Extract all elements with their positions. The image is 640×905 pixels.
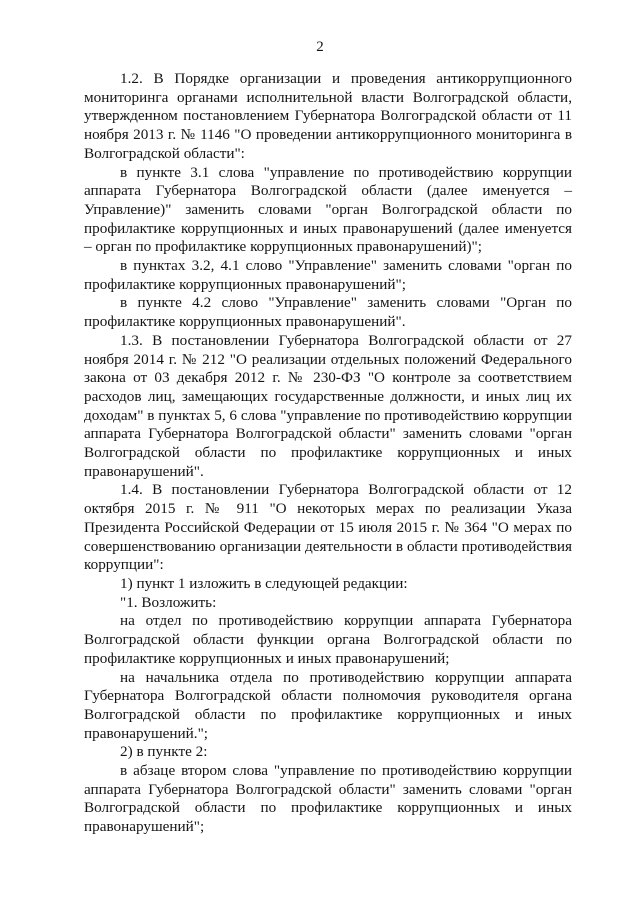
paragraph-item-4-2: в пункте 4.2 слово "Управление" заменить словами "Орган по профилактике коррупционных правонарушений". <box>84 294 572 331</box>
paragraph-subitem-1: 1) пункт 1 изложить в следующей редакции: <box>120 574 408 592</box>
paragraph-1-2: 1.2. В Порядке организации и проведения антикоррупционного мониторинга органами исполнительной власти Волгоградской области, утвержденном постановлением Губернатора Волгоградской области от 11 ноября 2013 г. № 1146 "О проведении антикоррупционного мониторинга в Волгоградской области": <box>84 70 572 162</box>
paragraph-items-3-2-4-1: в пунктах 3.2, 4.1 слово "Управление" заменить словами "орган по профилактике коррупционных правонарушений"; <box>84 257 572 293</box>
paragraph-assign-head: на начальника отдела по противодействию коррупции аппарата Губернатора Волгоградской области полномочия руководителя органа Волгоградской области по профилактике коррупционных и иных правонарушений."; <box>84 668 572 742</box>
paragraph-item-3-1: в пункте 3.1 слова "управление по противодействию коррупции аппарата Губернатора Волгоградской области (далее именуется – Управление)" заменить словами "орган Волгоградской области по профилактике коррупционных и иных правонарушений (далее именуется – орган по профилактике коррупционных правонарушений)"; <box>84 163 572 256</box>
page-number: 2 <box>316 39 324 55</box>
paragraph-1-3: 1.3. В постановлении Губернатора Волгоградской области от 27 ноября 2014 г. № 212 "О реализации отдельных положений Федерального закона от 03 декабря 2012 г. № 230-ФЗ "О контроле за соответствием расходов лиц, замещающих государственные должности, и иных лиц их доходам" в пунктах 5, 6 слова "управление по противодействию коррупции аппарата Губернатора Волгоградской области" заменить словами "орган Волгоградской области по профилактике коррупционных и иных правонарушений". <box>84 331 572 480</box>
document-body <box>84 70 572 837</box>
paragraph-1-4: 1.4. В постановлении Губернатора Волгоградской области от 12 октября 2015 г. № 911 "О некоторых мерах по реализации Указа Президента Российской Федерации от 15 июля 2015 г. № 364 "О мерах по совершенствованию организации деятельности в области противодействия коррупции": <box>84 481 572 574</box>
paragraph-assign: "1. Возложить: <box>120 593 217 611</box>
paragraph-subitem-2: 2) в пункте 2: <box>120 743 208 761</box>
paragraph-assign-department: на отдел по противодействию коррупции аппарата Губернатора Волгоградской области функции органа Волгоградской области по профилактике коррупционных и иных правонарушений; <box>84 612 572 667</box>
paragraph-second-abzac: в абзаце втором слова "управление по противодействию коррупции аппарата Губернатора Волгоградской области" заменить словами "орган Волгоградской области по профилактике коррупционных и иных правонарушений"; <box>84 762 572 836</box>
